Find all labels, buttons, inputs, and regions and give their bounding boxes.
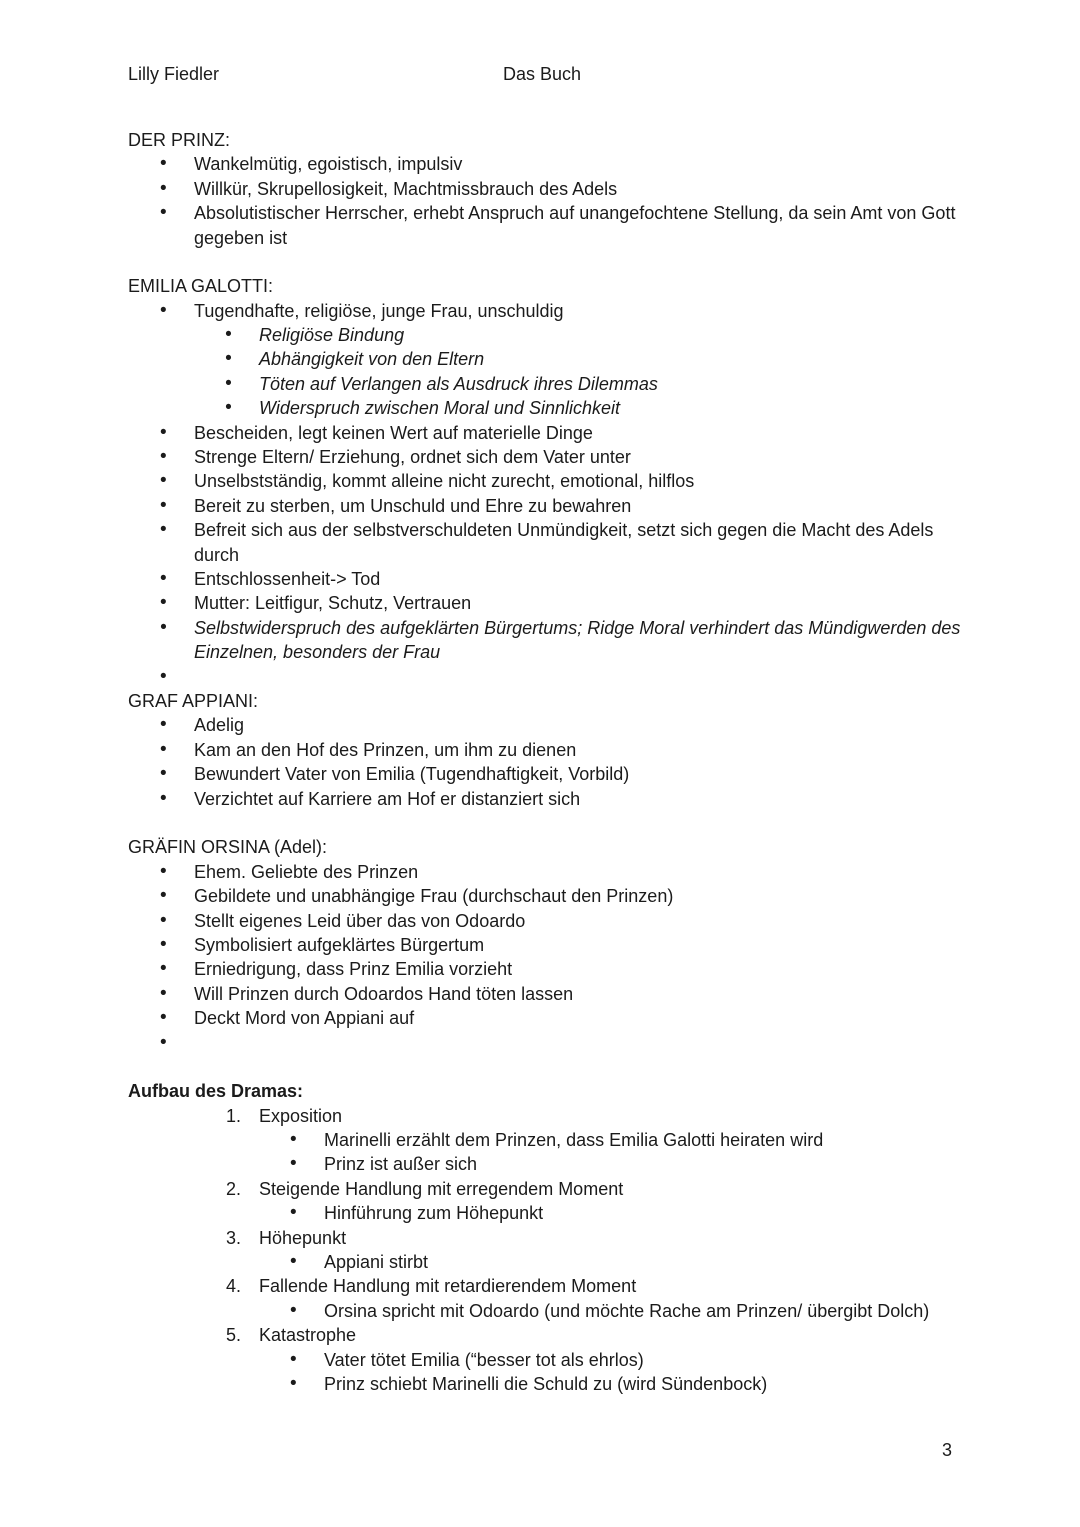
item-number: 3. <box>226 1227 242 1248</box>
sub-bullet-list <box>128 1250 968 1274</box>
list-item: • Ehem. Geliebte des Prinzen <box>128 860 968 884</box>
numbered-item <box>128 1177 968 1201</box>
sub-bullet-list <box>128 1128 968 1177</box>
item-label: Exposition <box>259 1105 343 1126</box>
section-prinz <box>128 128 968 250</box>
sub-list-item: • Prinz ist außer sich <box>128 1152 968 1176</box>
sub-list-item: • Töten auf Verlangen als Ausdruck ihres Dilemmas <box>128 372 968 396</box>
sub-list-item: • Prinz schiebt Marinelli die Schuld zu (wird Sündenbock) <box>128 1372 968 1396</box>
list-item: • Deckt Mord von Appiani auf <box>128 1006 968 1030</box>
item-number: 4. <box>226 1276 242 1297</box>
page-header <box>0 64 1080 90</box>
item-label: Katastrophe <box>259 1325 357 1346</box>
bullet-list <box>128 152 968 250</box>
list-item <box>128 299 968 421</box>
section-emilia <box>128 274 968 689</box>
list-item: • Mutter: Leitfigur, Schutz, Vertrauen <box>128 591 968 615</box>
list-item: • Kam an den Hof des Prinzen, um ihm zu dienen <box>128 738 968 762</box>
list-item: • Bewundert Vater von Emilia (Tugendhaftigkeit, Vorbild) <box>128 762 968 786</box>
sub-list-item: • Marinelli erzählt dem Prinzen, dass Emilia Galotti heiraten wird <box>128 1128 968 1152</box>
sub-list-item: • Orsina spricht mit Odoardo (und möchte Rache am Prinzen/ übergibt Dolch) <box>128 1299 968 1323</box>
item-number: 5. <box>226 1325 242 1346</box>
section-aufbau <box>128 1079 968 1396</box>
list-item: • Adelig <box>128 713 968 737</box>
page-content <box>128 128 968 1396</box>
empty-list-item <box>128 1031 968 1055</box>
list-item: • Befreit sich aus der selbstverschuldeten Unmündigkeit, setzt sich gegen die Macht des Adels durch <box>128 518 968 567</box>
sub-list-item: • Religiöse Bindung <box>128 323 968 347</box>
list-item: • Wankelmütig, egoistisch, impulsiv <box>128 152 968 176</box>
sub-bullet-list <box>128 1299 968 1323</box>
author-name: Lilly Fiedler <box>128 64 220 84</box>
section-heading: EMILIA GALOTTI: <box>128 276 274 297</box>
item-label: Steigende Handlung mit erregendem Moment <box>259 1178 624 1199</box>
sub-list-item: • Widerspruch zwischen Moral und Sinnlichkeit <box>128 396 968 420</box>
list-item: • Gebildete und unabhängige Frau (durchschaut den Prinzen) <box>128 884 968 908</box>
bullet-list <box>128 299 968 690</box>
sub-list-item: • Hinführung zum Höhepunkt <box>128 1201 968 1225</box>
sub-list-item: • Appiani stirbt <box>128 1250 968 1274</box>
sub-bullet-list <box>128 1348 968 1397</box>
list-item: • Bereit zu sterben, um Unschuld und Ehre zu bewahren <box>128 494 968 518</box>
document-title: Das Buch <box>503 64 582 84</box>
list-item: • Verzichtet auf Karriere am Hof er distanziert sich <box>128 787 968 811</box>
item-label: Höhepunkt <box>259 1227 347 1248</box>
list-item: • Unselbstständig, kommt alleine nicht zurecht, emotional, hilflos <box>128 469 968 493</box>
section-appiani <box>128 689 968 811</box>
bullet-list <box>128 713 968 811</box>
sub-bullet-list <box>128 1201 968 1225</box>
section-heading: GRÄFIN ORSINA (Adel): <box>128 837 328 858</box>
list-item: • Absolutistischer Herrscher, erhebt Anspruch auf unangefochtene Stellung, da sein Amt von Gott gegeben ist <box>128 201 968 250</box>
list-item: • Will Prinzen durch Odoardos Hand töten lassen <box>128 982 968 1006</box>
list-item-text: Tugendhafte, religiöse, junge Frau, unschuldig <box>194 300 564 321</box>
bullet-list <box>128 860 968 1055</box>
item-number: 2. <box>226 1178 242 1199</box>
list-item: • Erniedrigung, dass Prinz Emilia vorzieht <box>128 957 968 981</box>
list-item: • Strenge Eltern/ Erziehung, ordnet sich dem Vater unter <box>128 445 968 469</box>
page-number: 3 <box>942 1440 953 1460</box>
numbered-item <box>128 1226 968 1250</box>
sub-list-item: • Vater tötet Emilia (“besser tot als ehrlos) <box>128 1348 968 1372</box>
list-item: • Stellt eigenes Leid über das von Odoardo <box>128 909 968 933</box>
empty-list-item <box>128 665 968 689</box>
sub-list-item: • Abhängigkeit von den Eltern <box>128 347 968 371</box>
numbered-item <box>128 1274 968 1298</box>
list-item: • Willkür, Skrupellosigkeit, Machtmissbrauch des Adels <box>128 177 968 201</box>
section-orsina <box>128 835 968 1055</box>
section-heading: DER PRINZ: <box>128 130 231 150</box>
list-item: • Selbstwiderspruch des aufgeklärten Bürgertums; Ridge Moral verhindert das Mündigwerden des Einzelnen, besonders der Frau <box>128 616 968 665</box>
numbered-item <box>128 1104 968 1128</box>
numbered-item <box>128 1323 968 1347</box>
list-item: • Bescheiden, legt keinen Wert auf materielle Dinge <box>128 421 968 445</box>
list-item: • Symbolisiert aufgeklärtes Bürgertum <box>128 933 968 957</box>
item-number: 1. <box>226 1105 242 1126</box>
item-label: Fallende Handlung mit retardierendem Moment <box>259 1276 637 1297</box>
section-heading: Aufbau des Dramas: <box>128 1081 304 1102</box>
section-heading: GRAF APPIANI: <box>128 691 259 712</box>
list-item: • Entschlossenheit-> Tod <box>128 567 968 591</box>
sub-bullet-list <box>128 323 968 421</box>
